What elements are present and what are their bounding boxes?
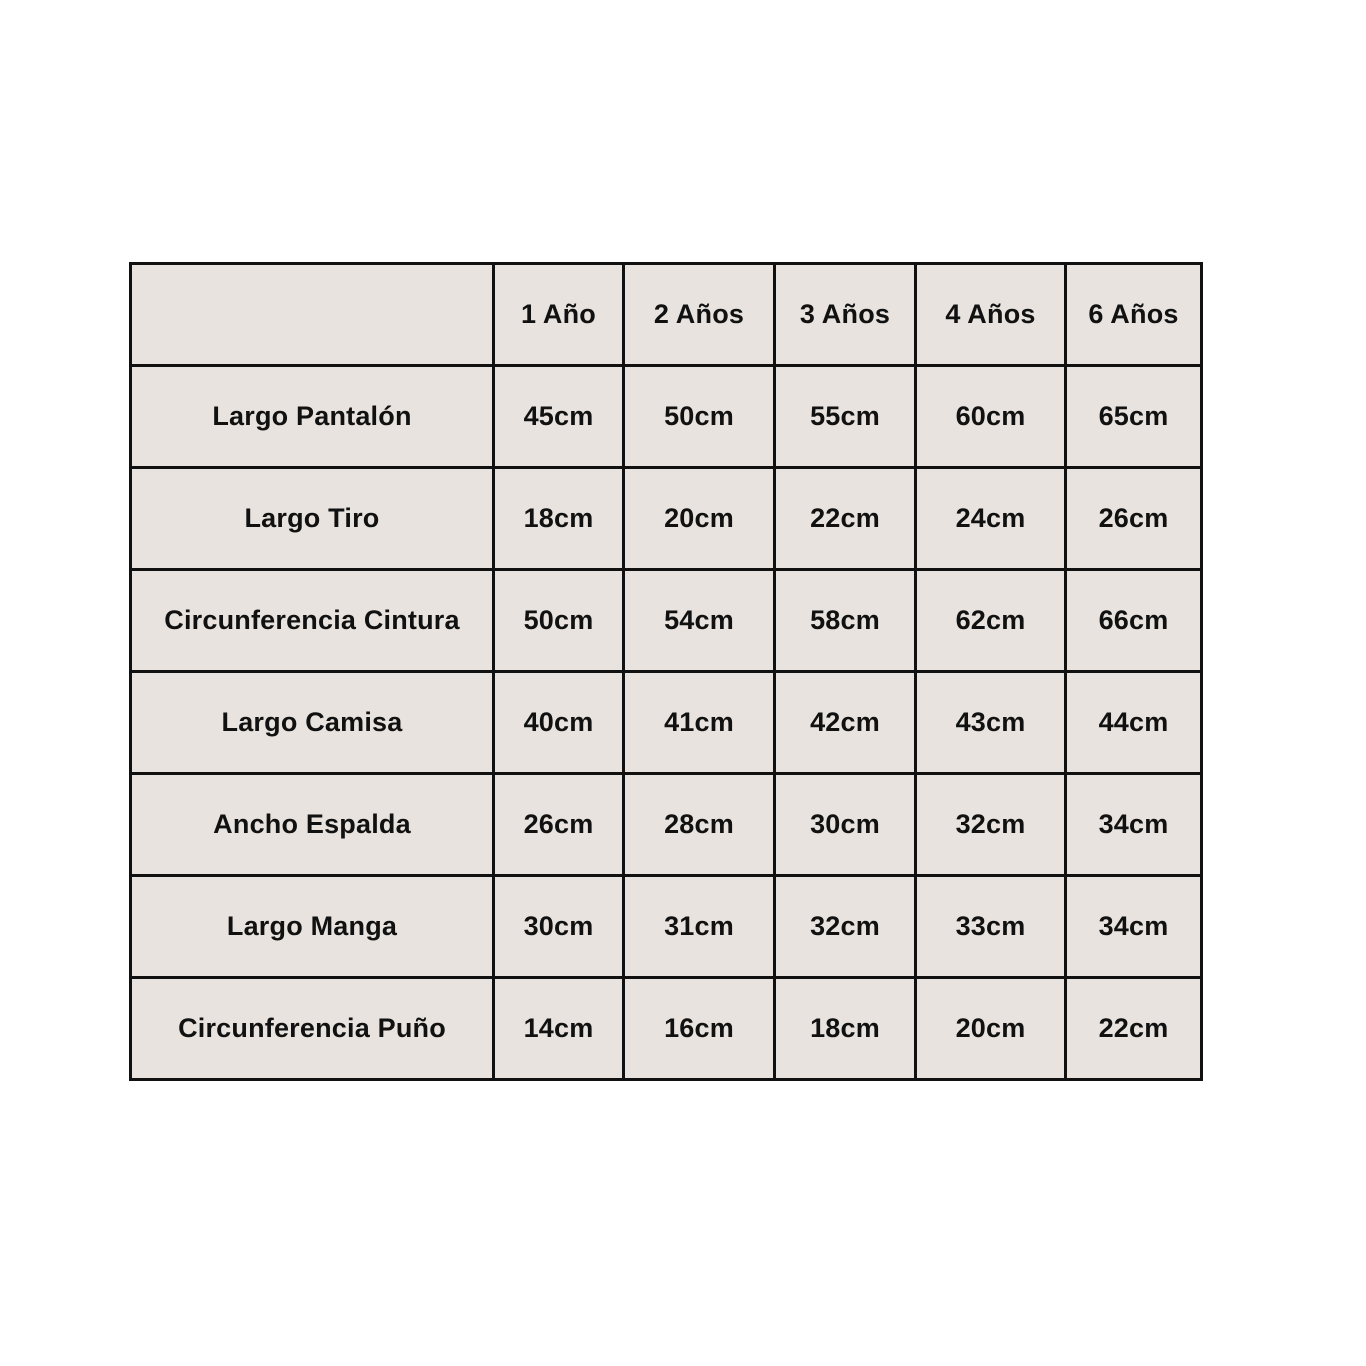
table-row [131,978,1202,1080]
measurement-cell: 40cm [494,672,624,774]
measurement-cell: 22cm [775,468,916,570]
measurement-cell: 54cm [624,570,775,672]
measurement-cell: 18cm [494,468,624,570]
row-label: Circunferencia Puño [131,978,494,1080]
table-row [131,774,1202,876]
measurement-cell: 16cm [624,978,775,1080]
table-row [131,570,1202,672]
measurement-cell: 28cm [624,774,775,876]
size-chart-table [129,262,1203,1081]
header-cell: 1 Año [494,264,624,366]
header-cell: 6 Años [1066,264,1202,366]
measurement-cell: 31cm [624,876,775,978]
measurement-cell: 24cm [916,468,1066,570]
measurement-cell: 62cm [916,570,1066,672]
measurement-cell: 55cm [775,366,916,468]
measurement-cell: 60cm [916,366,1066,468]
measurement-cell: 20cm [916,978,1066,1080]
measurement-cell: 42cm [775,672,916,774]
measurement-cell: 32cm [775,876,916,978]
measurement-cell: 58cm [775,570,916,672]
row-label: Ancho Espalda [131,774,494,876]
row-label: Largo Pantalón [131,366,494,468]
header-corner-cell [131,264,494,366]
measurement-cell: 34cm [1066,876,1202,978]
measurement-cell: 50cm [494,570,624,672]
table-row [131,876,1202,978]
measurement-cell: 45cm [494,366,624,468]
measurement-cell: 43cm [916,672,1066,774]
header-cell: 4 Años [916,264,1066,366]
header-cell: 3 Años [775,264,916,366]
header-row [131,264,1202,366]
measurement-cell: 66cm [1066,570,1202,672]
measurement-cell: 41cm [624,672,775,774]
measurement-cell: 65cm [1066,366,1202,468]
measurement-cell: 14cm [494,978,624,1080]
measurement-cell: 44cm [1066,672,1202,774]
measurement-cell: 30cm [494,876,624,978]
measurement-cell: 20cm [624,468,775,570]
measurement-cell: 18cm [775,978,916,1080]
measurement-cell: 30cm [775,774,916,876]
row-label: Largo Manga [131,876,494,978]
measurement-cell: 26cm [1066,468,1202,570]
header-cell: 2 Años [624,264,775,366]
measurement-cell: 50cm [624,366,775,468]
table-row [131,366,1202,468]
table-row [131,672,1202,774]
table-row [131,468,1202,570]
measurement-cell: 34cm [1066,774,1202,876]
row-label: Largo Tiro [131,468,494,570]
measurement-cell: 32cm [916,774,1066,876]
measurement-cell: 26cm [494,774,624,876]
row-label: Largo Camisa [131,672,494,774]
measurement-cell: 33cm [916,876,1066,978]
measurement-cell: 22cm [1066,978,1202,1080]
row-label: Circunferencia Cintura [131,570,494,672]
